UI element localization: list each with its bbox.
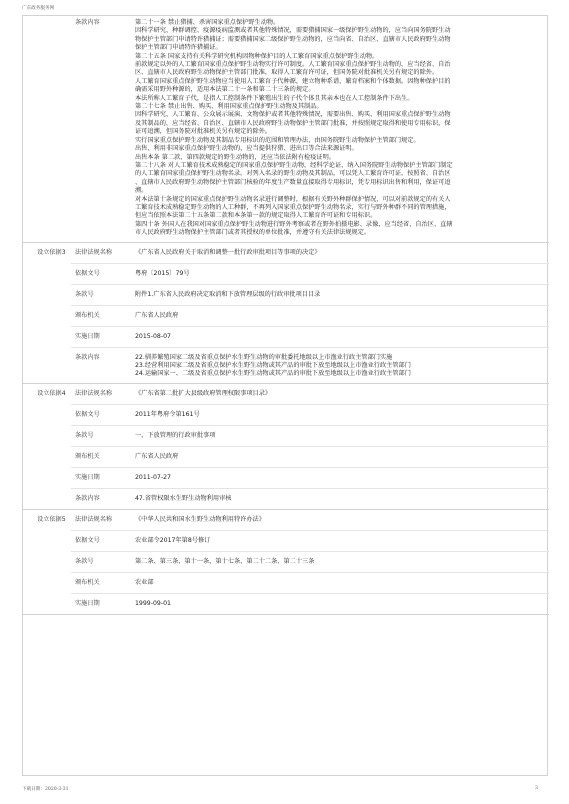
basis4-content-row (23, 488, 549, 509)
clause-line: 保护主管部门申请特许猎捕证。 (135, 44, 222, 52)
clause-line: 因科学研究、种群调控、疫源疫病监测或者其他特殊情况，需要猎捕国家一级保护野生动物的，应当向国务院野生动 (135, 27, 451, 35)
field-value: 47.省管权限水生野生动物利用审核 (131, 488, 549, 509)
clause-line: 第二十八条 对人工繁育技术成熟稳定的国家重点保护野生动物，经科学论证，纳入国务院野生动物保护主管部门制定 (135, 161, 453, 169)
field-value: 2011-07-27 (131, 467, 549, 488)
field-value: 2015-08-07 (131, 326, 549, 347)
group-label: 设立依据3 (37, 248, 66, 256)
basis3-issuer-row (23, 305, 549, 326)
field-value: 《中华人民共和国水生野生动物利用特许办法》 (131, 509, 549, 530)
field-label: 实施日期 (71, 593, 131, 614)
clause-line: 确需采用野外种源的，适用本法第二十一条和第二十三条的规定。 (135, 86, 315, 94)
clause-line: 因科学研究、人工繁育、公众展示展演、文物保护或者其他特殊情况，需要出售、购买、利用国家重点保护野生动物 (135, 111, 451, 119)
field-value: 农业部 (131, 572, 549, 593)
basis4-clause-number-row (23, 425, 549, 446)
clause-line: 第二十一条 禁止猎捕、杀害国家重点保护野生动物。 (135, 19, 280, 26)
clause-line: 第二十五条 国家支持有关科学研究机构因物种保护目的人工繁育国家重点保护野生动物。 (135, 52, 379, 60)
basis2-group-cell (23, 16, 71, 242)
clause-line: 的人工繁育国家重点保护野生动物名录。对列入名录的野生动物及其制品，可以凭人工繁育许可证，按照省、自治区 (135, 170, 451, 178)
field-value: 2011年粤府令第161号 (131, 404, 549, 425)
field-label: 条款内容 (71, 488, 131, 509)
download-date: 下载日期：2020-3-31 (22, 787, 69, 792)
clause-line: 前款规定以外的人工繁育国家重点保护野生动物实行许可制度。人工繁育国家重点保护野生动物的，应当经省、自治 (135, 61, 451, 69)
clause-line: 市人民政府野生动物保护主管部门或者其授权的单位批准，并遵守有关法律法规规定。 (135, 229, 371, 237)
field-label: 条款号 (71, 284, 131, 305)
field-label: 依据文号 (71, 263, 131, 284)
clause-line: 对本法第十条规定的国家重点保护野生动物名录进行调整时，根据有关野外种群保护情况，可以对前款规定的有关人 (135, 195, 451, 203)
field-label: 依据文号 (71, 404, 131, 425)
field-value: 一、下放管理的行政审批事项 (131, 425, 549, 446)
field-label: 实施日期 (71, 467, 131, 488)
group-label: 设立依据5 (37, 515, 66, 523)
clause-line: 物保护主管部门申请特许猎捕证；需要猎捕国家二级保护野生动物的，应当向省、自治区、直辖市人民政府野生动物 (135, 35, 451, 43)
basis3-content-row (23, 347, 549, 383)
field-label: 颁布机关 (71, 446, 131, 467)
field-label: 颁布机关 (71, 572, 131, 593)
basis3-law-name-row (23, 242, 549, 263)
field-value: 附件1.广东省人民政府决定取消和下放管理层级的行政审批项目目录 (131, 284, 549, 305)
clause-line: 24.运输国家一、二级及省重点保护水生野生动物或其产品的审批下放至地级以上市渔业行政主管部门 (135, 370, 411, 378)
clause-line: 第四十条 外国人在我国对国家重点保护野生动物进行野外考察或者在野外拍摄电影、录像，应当经省、自治区、直辖 (135, 220, 453, 228)
basis5-doc-number-row (23, 530, 549, 551)
page-header: 广东政务服务网 (22, 6, 55, 11)
field-label: 实施日期 (71, 326, 131, 347)
basis5-law-name-row (23, 509, 549, 530)
basis4-issuer-row (23, 446, 549, 467)
basis2-content-row (23, 16, 549, 242)
field-value: 广东省人民政府 (131, 305, 549, 326)
clause-line: 本法所称人工繁育子代，是指人工控制条件下繁殖出生的子代个体且其亲本也在人工控制条件下出生。 (135, 94, 414, 102)
field-value: 第二条、第三条、第十一条、第十七条、第二十二条、第二十三条 (131, 551, 549, 572)
page-number: 3 (535, 786, 538, 791)
clause-line: 但应当依照本法第二十五条第二款和本条第一款的规定取得人工繁育许可证和专用标识。 (135, 212, 377, 220)
field-label: 条款号 (71, 425, 131, 446)
field-value: 农业部令2017年第8号修订 (131, 530, 549, 551)
field-label: 法律法规名称 (71, 242, 131, 263)
field-label: 法律法规名称 (71, 509, 131, 530)
field-label: 依据文号 (71, 530, 131, 551)
basis2-clause-content (131, 16, 549, 242)
basis3-effective-date-row (23, 326, 549, 347)
clause-line: 人工繁育国家重点保护野生动物应当使用人工繁育子代种源，建立物种系谱、繁育档案和个体数据。因物种保护目的 (135, 77, 451, 85)
basis5-issuer-row (23, 572, 549, 593)
basis4-effective-date-row (23, 467, 549, 488)
clause-line: 及其制品的，应当经省、自治区、直辖市人民政府野生动物保护主管部门批准，并按照规定取得和使用专用标识，保 (135, 119, 451, 127)
clause-line: 区、直辖市人民政府野生动物保护主管部门批准，取得人工繁育许可证，但国务院对批准机关另有规定的除外。 (135, 69, 439, 77)
basis4-law-name-row (23, 383, 549, 404)
clause-line: 工繁育技术成熟稳定野生动物的人工种群，不再列入国家重点保护野生动物名录，实行与野外种群不同的管理措施， (135, 203, 451, 211)
group-label: 设立依据4 (37, 389, 66, 397)
clause-line: 23.经营利用国家二级及省重点保护水生野生动物或其产品的审批下放至地级以上市渔业行政主管部门 (135, 361, 411, 369)
clause-line: 第二十七条 禁止出售、购买、利用国家重点保护野生动物及其制品。 (135, 103, 323, 111)
field-label: 条款内容 (71, 16, 131, 242)
approval-basis-table (22, 15, 548, 776)
basis5-clause-number-row (23, 551, 549, 572)
clause-line: 证可追溯，但国务院对批准机关另有规定的除外。 (135, 128, 272, 136)
clause-line: 22.驯养繁殖国家二级及省重点保护水生野生动物的审批委托地级以上市渔业行政主管部门实施 (135, 353, 393, 361)
field-label: 法律法规名称 (71, 383, 131, 404)
clause-line: 实行国家重点保护野生动物及其制品专用标识的范围和管理办法，由国务院野生动物保护主管部门规定。 (135, 136, 420, 144)
field-value: 粤府〔2015〕79号 (131, 263, 549, 284)
field-value: 广东省人民政府 (131, 446, 549, 467)
field-value: 1999-09-01 (131, 593, 549, 614)
field-label: 条款号 (71, 551, 131, 572)
basis5-effective-date-row (23, 593, 549, 614)
clause-line: 溯。 (135, 187, 148, 195)
field-value: 《广东省人民政府关于取消和调整一批行政审批项目等事项的决定》 (131, 242, 549, 263)
clause-line: 、直辖市人民政府野生动物保护主管部门核验的年度生产数量直接取得专用标识，凭专用标识出售和利用，保证可追 (135, 178, 451, 186)
basis4-doc-number-row (23, 404, 549, 425)
basis3-doc-number-row (23, 263, 549, 284)
clause-line: 出售、利用非国家重点保护野生动物的，应当提供狩猎、进出口等合法来源证明。 (135, 145, 358, 153)
field-label: 条款内容 (71, 347, 131, 383)
basis3-clause-number-row (23, 284, 549, 305)
field-label: 颁布机关 (71, 305, 131, 326)
basis3-clause-content (131, 347, 549, 383)
clause-line: 出售本条 第二款、第四款规定的野生动物的，还应当依法附有检疫证明。 (135, 153, 335, 161)
field-value: 《广东省第二批扩大县级政府管理权限事项目录》 (131, 383, 549, 404)
